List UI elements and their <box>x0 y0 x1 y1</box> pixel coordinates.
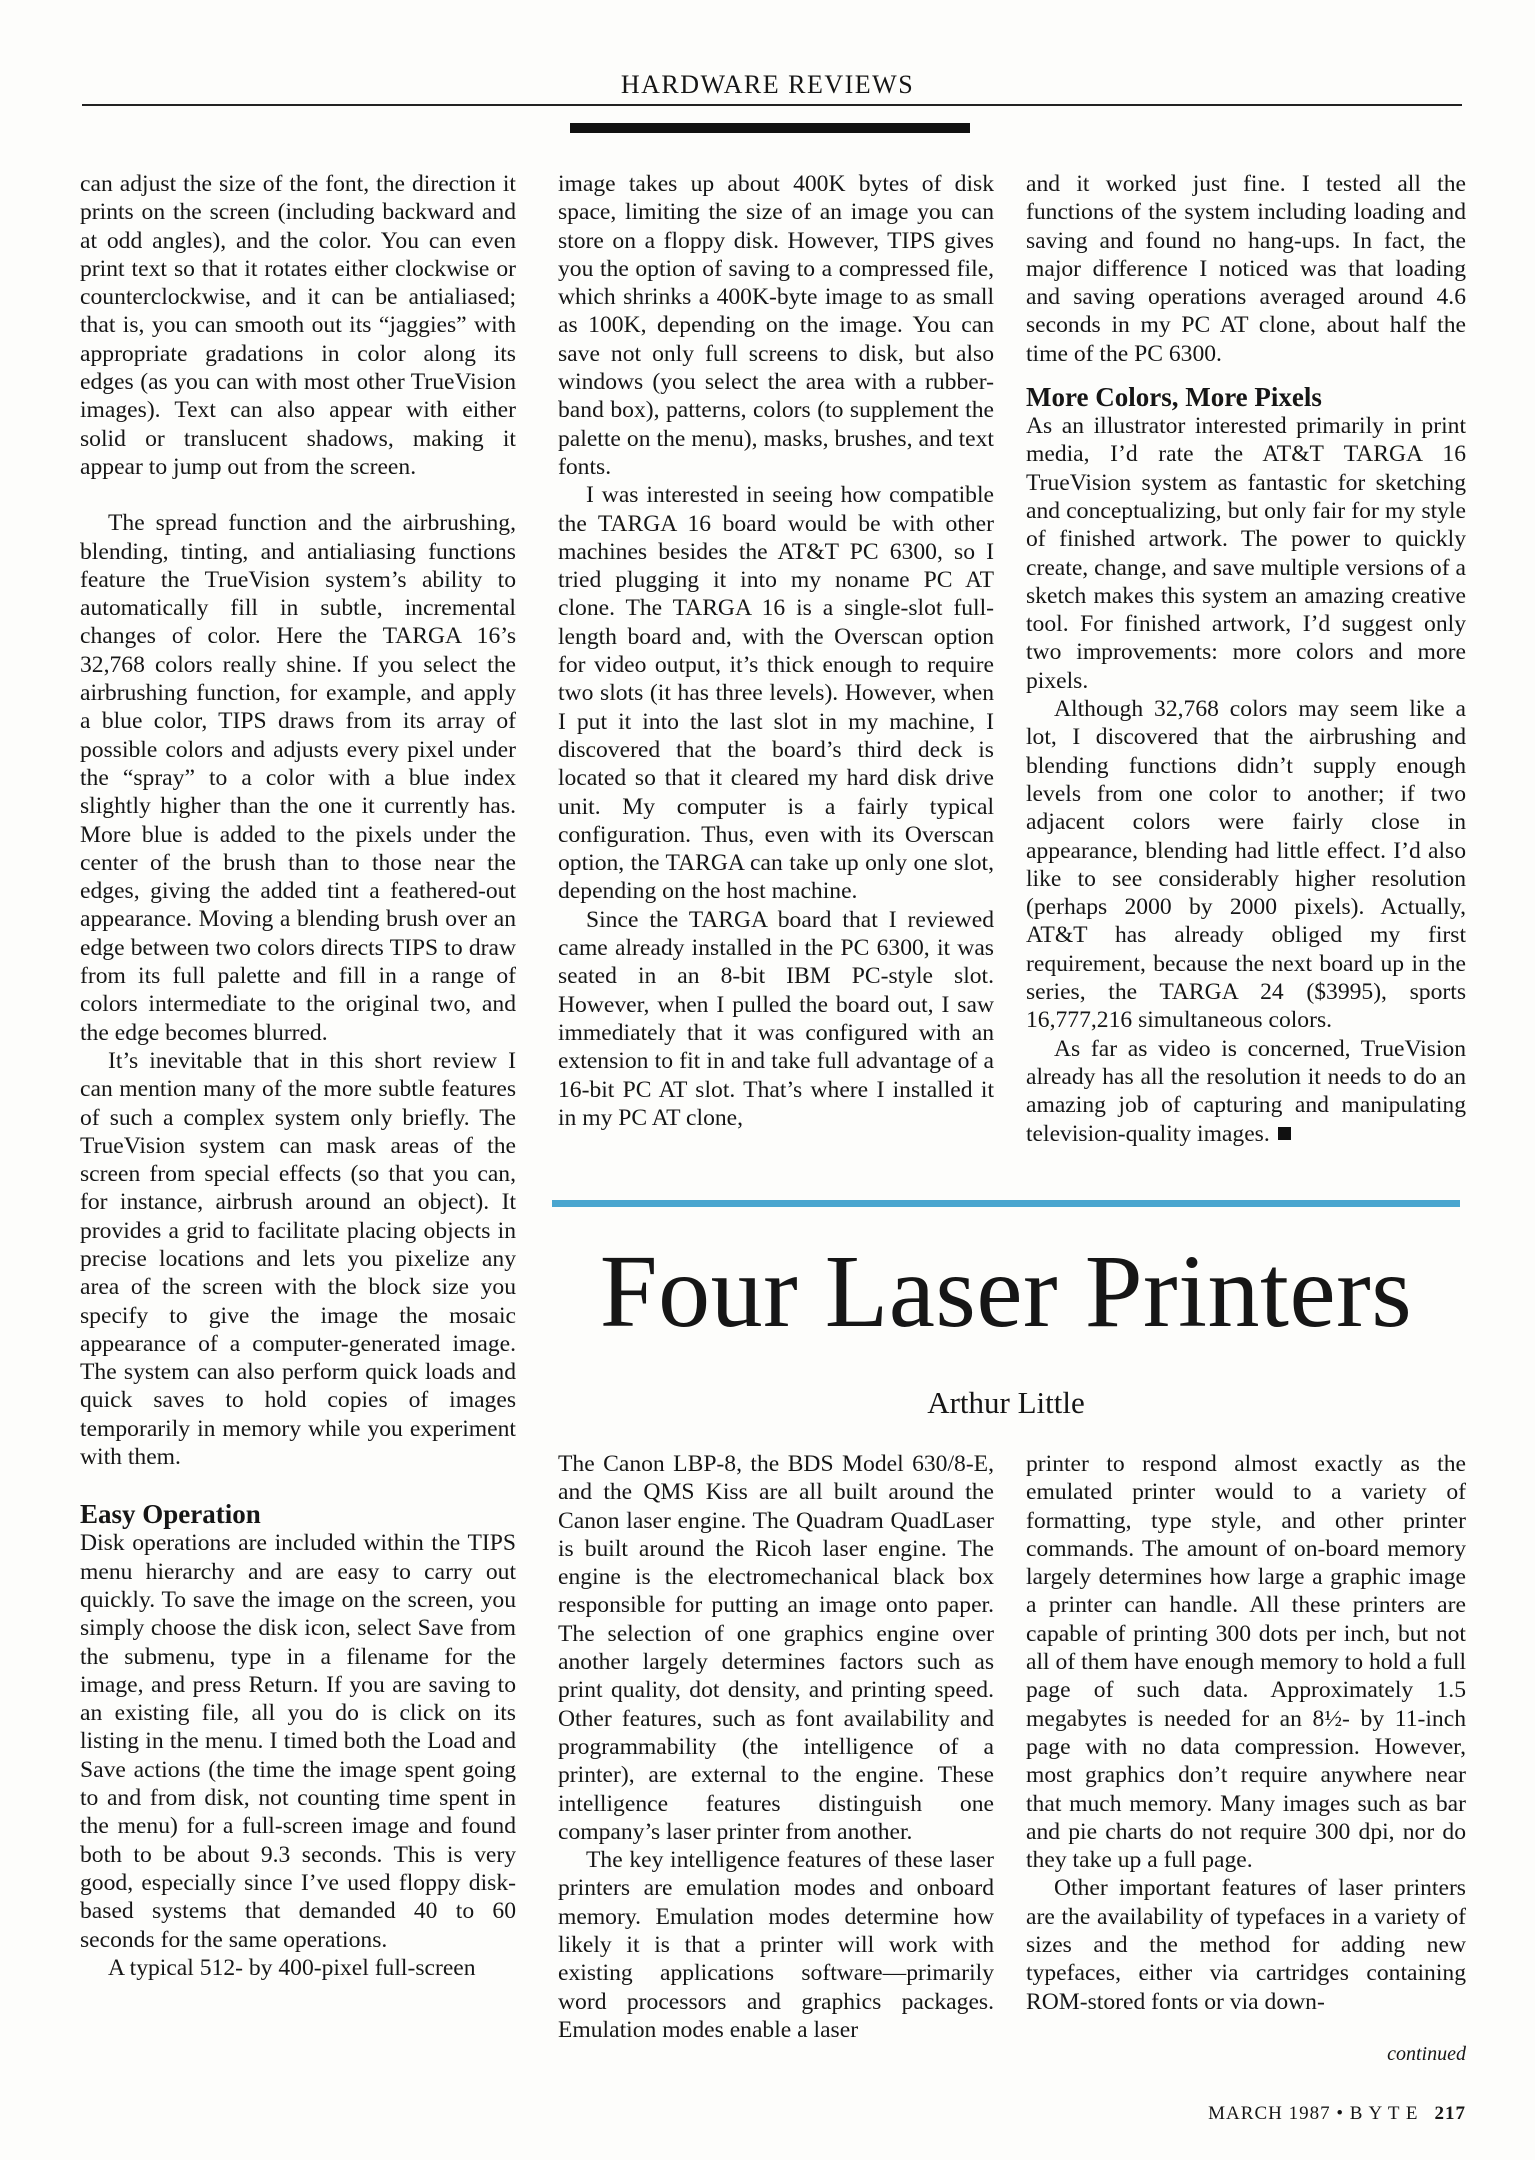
paragraph-text: Although 32,768 colors may seem like a lot, I discovered that the airbrushing and blending functions didn’t supply enough levels from one color to another; if two adjacent colors were fairly close in appearance, blending had little effect. I’d also like to see considerably higher resolution (perhaps 2000 by 2000 pixels). Actually, AT&T has already obliged my first requirement, because the next board up in the series, the TARGA 24 ($3995), sports 16,777,216 simultaneous colors. <box>1026 696 1466 1034</box>
end-of-article-mark <box>1278 1127 1291 1140</box>
article-divider <box>552 1200 1460 1207</box>
paragraph: The spread function and the airbrushing, blending, tinting, and antialiasing functions feature the TrueVision system’s ability to automatically fill in subtle, incremental changes of color. Here the TARGA 16’s 32,768 colors really shine. If you select the airbrushing function, for example, and apply a blue color, TIPS draws from its array of possible colors and adjusts every pixel under the “spray” to a color with a blue index slightly higher than the one it currently has. More blue is added to the pixels under the center of the brush than to those near the edges, giving the added tint a feathered-out appearance. Moving a blending brush over an edge between two colors directs TIPS to draw from its full palette and fill in a range of colors intermediate to the original two, and the edge becomes blurred. <box>80 510 516 1046</box>
paragraph: As an illustrator interested primarily in print media, I’d rate the AT&T TARGA 16 TrueVision system as fantastic for sketching and conceptualizing, but only fair for my style of finished artwork. The power to quickly create, change, and save multiple versions of a sketch makes this system an amazing creative tool. For finished artwork, I’d suggest only two improvements: more colors and more pixels. <box>1026 413 1466 694</box>
paragraph: image takes up about 400K bytes of disk space, limiting the size of an image you can store on a floppy disk. However, TIPS gives you the option of saving to a compressed file, which shrinks a 400K-byte image to as small as 100K, depending on the image. You can save not only full screens to disk, but also windows (you select the area with a rubber-band box), patterns, colors (to supplement the palette on the menu), masks, brushes, and text fonts. <box>558 171 994 480</box>
section-header: HARDWARE REVIEWS <box>620 70 915 99</box>
paragraph-text: As far as video is concerned, TrueVision already has all the resolution it needs to do an amazing job of capturing and manipulating television-quality images. <box>1026 1035 1466 1147</box>
paragraph: It’s inevitable that in this short review I can mention many of the more subtle features of such a complex system only briefly. The TrueVision system can mask areas of the screen from special effects (so that you can, for instance, airbrush around an object). It provides a grid to facilitate placing objects in precise locations and lets you pixelize any area of the screen with the block size you specify to give the image the mosaic appearance of a computer-generated image. The system can also perform quick loads and quick saves to hold copies of images temporarily in memory while you experiment with them. <box>80 1047 516 1471</box>
column-2 <box>558 170 994 1132</box>
header-bar <box>570 123 970 133</box>
paragraph: Since the TARGA board that I reviewed came already installed in the PC 6300, it was seated in an 8-bit IBM PC-style slot. However, when I pulled the board out, I saw immediately that it was configured with an extension to fit in and take full advantage of a 16-bit PC AT slot. That’s where I installed it in my PC AT clone, <box>558 906 994 1131</box>
page-number: 217 <box>1434 2103 1466 2124</box>
article-column-1 <box>558 1450 994 2044</box>
column-1 <box>80 170 516 1982</box>
article-headline: Four Laser Printers <box>599 1234 1413 1349</box>
paragraph: Other important features of laser printers are the availability of typefaces in a variety of sizes and the method for adding new typefaces, either via cartridges containing ROM-stored fonts or via down- <box>1026 1875 1466 2015</box>
paragraph: and it worked just fine. I tested all the functions of the system including loading and saving and found no hang-ups. In fact, the major difference I noticed was that loading and saving operations averaged around 4.6 seconds in my PC AT clone, about half the time of the PC 6300. <box>1026 171 1466 367</box>
paragraph: The key intelligence features of these laser printers are emulation modes and onboard memory. Emulation modes determine how likely it is that a printer will work with existing applications software—primarily word processors and graphics packages. Emulation modes enable a laser <box>558 1847 994 2043</box>
section-heading: More Colors, More Pixels <box>1026 382 1322 413</box>
paragraph: Disk operations are included within the TIPS menu hierarchy and are easy to carry out quickly. To save the image on the screen, you simply choose the disk icon, select Save from the submenu, type in a filename for the image, and press Return. If you are saving to an existing file, all you do is click on its listing in the menu. I timed both the Load and Save actions (the time the image spent going to and from disk, not counting time spent in the menu) for a full-screen image and found both to be about 9.3 seconds. This is very good, especially since I’ve used floppy disk-based systems that demanded 40 to 60 seconds for the same operations. <box>80 1530 516 1953</box>
paragraph <box>1026 1035 1466 1148</box>
column-3 <box>1026 170 1466 1148</box>
paragraph: A typical 512- by 400-pixel full-screen <box>108 1954 476 1981</box>
page-footer <box>1000 2103 1466 2125</box>
section-heading: Easy Operation <box>80 1499 261 1530</box>
continued-label: continued <box>1387 2043 1466 2065</box>
paragraph: The Canon LBP-8, the BDS Model 630/8-E, and the QMS Kiss are all built around the Canon laser engine. The Quadram QuadLaser is built around the Ricoh laser engine. The engine is the electromechanical black box responsible for putting an image onto paper. The selection of one graphics engine over another largely determines factors such as print quality, dot density, and printing speed. Other features, such as font availability and programmability (the intelligence of a printer), are external to the engine. These intelligence features distinguish one company’s laser printer from another. <box>558 1451 994 1845</box>
article-byline: Arthur Little <box>927 1385 1085 1420</box>
paragraph <box>1026 695 1466 1035</box>
article-column-2 <box>1026 1450 1466 2016</box>
issue-label: MARCH 1987 • B Y T E <box>1208 2103 1419 2124</box>
header-rule <box>82 104 1462 106</box>
paragraph: printer to respond almost exactly as the emulated printer would to a variety of formatting, type style, and other printer commands. The amount of on-board memory largely determines how large a graphic image a printer can handle. All these printers are capable of printing 300 dots per inch, but not all of them have enough memory to hold a full page of such data. Approximately 1.5 megabytes is needed for an 8½- by 11-inch page with no data compression. However, most graphics don’t require anywhere near that much memory. Many images such as bar and pie charts do not require 300 dpi, nor do they take up a full page. <box>1026 1451 1466 1874</box>
paragraph: can adjust the size of the font, the direction it prints on the screen (including backward and at odd angles), and the color. You can even print text so that it rotates either clockwise or counterclockwise, and it can be antialiased; that is, you can smooth out its “jaggies” with appropriate gradations in color along its edges (as you can with most other TrueVision images). Text can also appear with either solid or translucent shadows, making it appear to jump out from the screen. <box>80 171 516 480</box>
paragraph: I was interested in seeing how compatible the TARGA 16 board would be with other machines besides the AT&T PC 6300, so I tried plugging it into my noname PC AT clone. The TARGA 16 is a single-slot full-length board and, with the Overscan option for video output, it’s thick enough to require two slots (it has three levels). However, when I put it into the last slot in my machine, I discovered that the board’s third deck is located so that it cleared my hard disk drive unit. My computer is a fairly typical configuration. Thus, even with its Overscan option, the TARGA can take up only one slot, depending on the host machine. <box>558 482 994 905</box>
